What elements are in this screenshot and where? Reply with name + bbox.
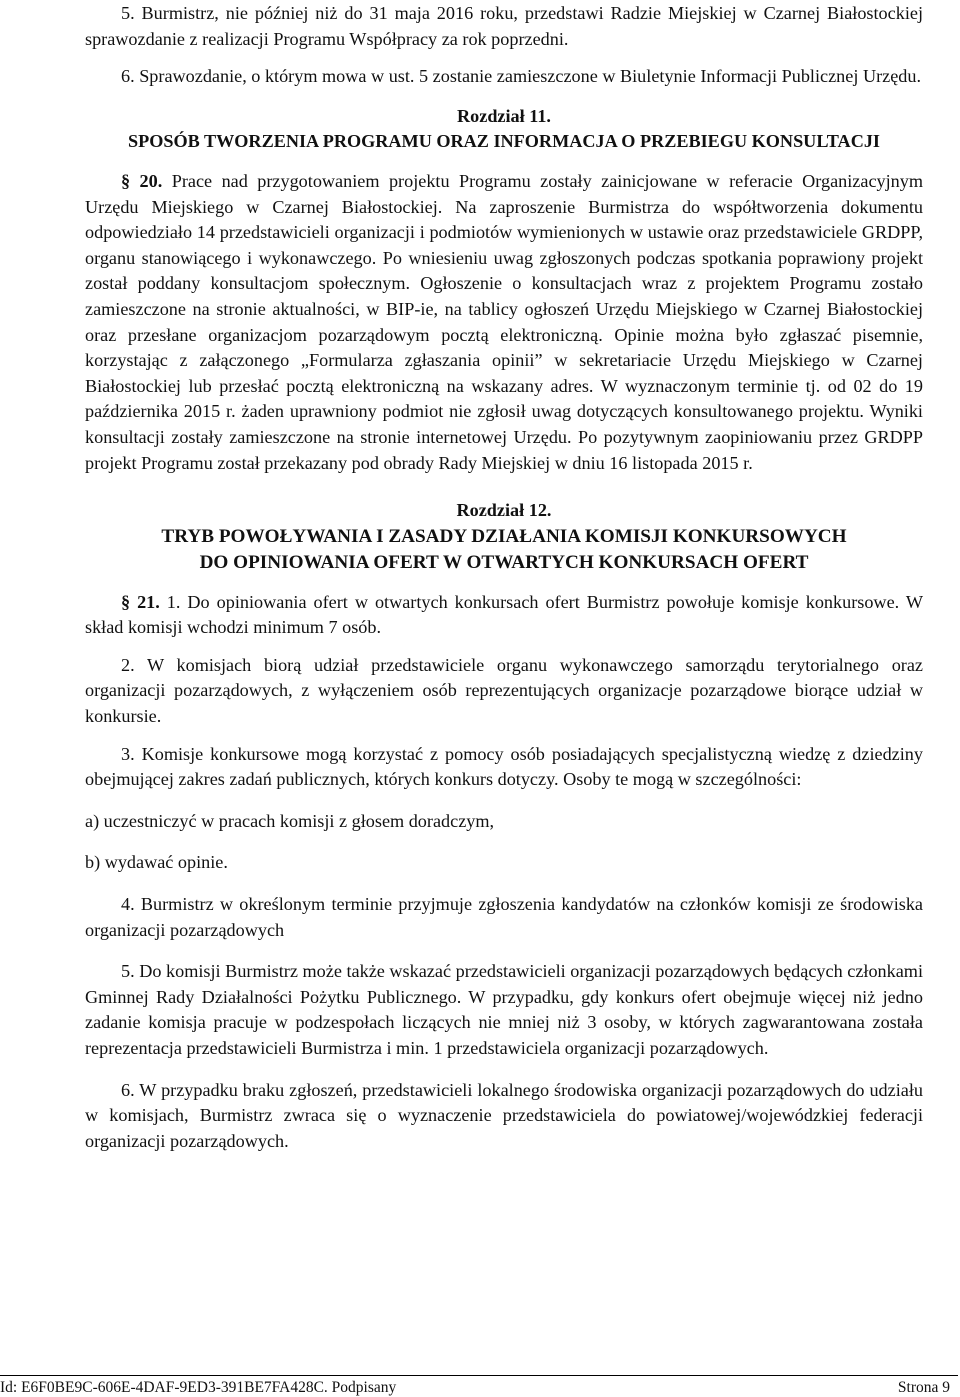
- document-id: Id: E6F0BE9C-606E-4DAF-9ED3-391BE7FA428C. Podpisany: [0, 1379, 397, 1396]
- paragraph-21-item-3: 3. Komisje konkursowe mogą korzystać z pomocy osób posiadających specjalistyczną wiedzę z dziedziny obejmującej zakres zadań publicznych, których konkurs dotyczy. Osoby te mogą w szczególności:: [85, 743, 923, 790]
- page-footer: [0, 1375, 958, 1396]
- chapter-11-title: SPOSÓB TWORZENIA PROGRAMU ORAZ INFORMACJA O PRZEBIEGU KONSULTACJI: [127, 131, 881, 152]
- paragraph-21-item-4: 4. Burmistrz w określonym terminie przyjmuje zgłoszenia kandydatów na członków komisji ze środowiska organizacji pozarządowych: [85, 894, 923, 940]
- paragraph-21-item-1-text: 1. Do opiniowania ofert w otwartych konkursach ofert Burmistrz powołuje komisje konkursowe. W skład komisji wchodzi minimum 7 osób.: [85, 591, 924, 638]
- paragraph-20: [85, 169, 923, 476]
- paragraph-20-number: § 20.: [121, 170, 163, 191]
- document-page: [85, 0, 923, 1154]
- paragraph-item-5: 5. Burmistrz, nie później niż do 31 maja 2016 roku, przedstawi Radzie Miejskiej w Czarnej Białostockiej sprawozdanie z realizacji Programu Współpracy za rok poprzedni.: [85, 3, 923, 49]
- chapter-12-title-line1: TRYB POWOŁYWANIA I ZASADY DZIAŁANIA KOMISJI KONKURSOWYCH: [161, 525, 847, 547]
- chapter-11-label: Rozdział 11.: [457, 105, 551, 126]
- paragraph-21-number: § 21.: [121, 591, 160, 612]
- paragraph-21-item-3b: b) wydawać opinie.: [85, 852, 228, 873]
- paragraph-20-text: Prace nad przygotowaniem projektu Programu zostały zainicjowane w referacie Organizacyjnym Urzędu Miejskiego w Czarnej Białostockiej. Na zaproszenie Burmistrza do współtworzenia dokumentu odpowiedziało 14 przedstawicieli organizacji i podmiotów wymienionych w ustawie oraz przedstawiciele GRDPP, organu stanowiącego i wykonawczego. Po wniesieniu uwag zgłoszonych podczas spotkania poprawiony projekt został poddany konsultacjom społecznym. Ogłoszenie o konsultacjach wraz z projektem Programu zostało zamieszczone na stronie aktualności, w BIP-ie, na tablicy ogłoszeń Urzędu Miejskiego w Czarnej Białostockiej oraz przesłane organizacjom pozarządowym pocztą elektroniczną. Opinie można było zgłaszać pisemnie, korzystając z załączonego „Formularza zgłaszania opinii” w sekretariacie Urzędu Miejskiego w Czarnej Białostockiej lub przesłać pocztą elektroniczną na wskazany adres. W wyznaczonym terminie tj. od 02 do 19 października 2015 r. żaden uprawniony podmiot nie zgłosił uwag dotyczących konsultowanego projektu. Wyniki konsultacji zostały zamieszczone na stronie internetowej Urzędu. Po pozytywnym zaopiniowaniu przez GRDPP projekt Programu został przekazany pod obrady Rady Miejskiej w dniu 16 listopada 2015 r.: [85, 170, 924, 473]
- paragraph-21-item-5: 5. Do komisji Burmistrz może także wskazać przedstawicieli organizacji pozarządowych będących członkami Gminnej Rady Działalności Pożytku Publicznego. W przypadku, gdy konkurs ofert obejmuje więcej niż jedno zadanie komisja pracuje w podzespołach liczących nie mniej niż 3 osoby, w których zagwarantowana została reprezentacja przedstawicieli Burmistrza i min. 1 przedstawiciela organizacji pozarządowych.: [85, 961, 923, 1058]
- page-number: Strona 9: [897, 1379, 950, 1396]
- paragraph-21-item-1: [85, 590, 923, 641]
- paragraph-item-6: 6. Sprawozdanie, o którym mowa w ust. 5 zostanie zamieszczone w Biuletynie Informacji Publicznej Urzędu.: [121, 66, 922, 87]
- paragraph-21-item-6: 6. W przypadku braku zgłoszeń, przedstawicieli lokalnego środowiska organizacji pozarządowych do udziału w komisjach, Burmistrz zwraca się o wyznaczenie przedstawiciela do powiatowej/wojewódzkiej federacji organizacji pozarządowych.: [85, 1079, 923, 1151]
- chapter-12-label: Rozdział 12.: [456, 500, 552, 521]
- paragraph-21-item-3a: a) uczestniczyć w pracach komisji z głosem doradczym,: [85, 810, 495, 831]
- paragraph-21-item-2: 2. W komisjach biorą udział przedstawiciele organu wykonawczego samorządu terytorialnego oraz organizacji pozarządowych, z wyłączeniem osób reprezentujących organizacje pozarządowe biorące udział w konkursie.: [85, 654, 923, 727]
- chapter-12-title-line2: DO OPINIOWANIA OFERT W OTWARTYCH KONKURSACH OFERT: [199, 551, 809, 573]
